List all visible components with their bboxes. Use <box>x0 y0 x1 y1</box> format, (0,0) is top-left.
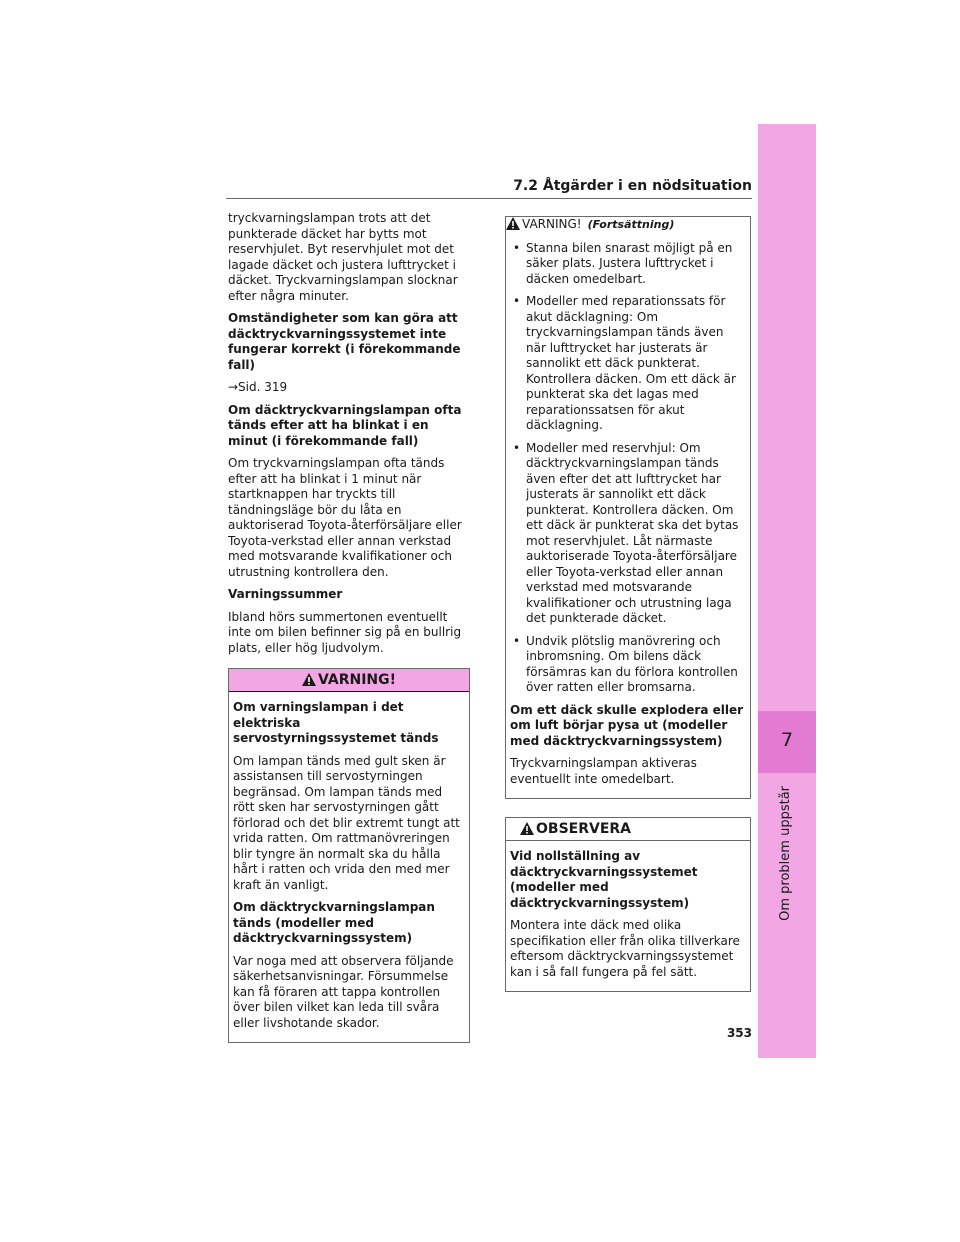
header-rule <box>226 198 752 199</box>
warning-continued-header <box>506 217 750 233</box>
list-item: • Undvik plötslig manövrering och inbromsning. Om bilens däck försämras kan du förlora kontrollen över ratten eller bromsarna. <box>510 634 746 696</box>
left-heading-1: Omständigheter som kan göra att däcktryckvarningssystemet inte fungerar korrekt (i förekommande fall) <box>228 311 461 372</box>
notice-box <box>505 817 751 992</box>
notice-title: OBSERVERA <box>536 821 632 837</box>
left-heading-3: Varningssummer <box>228 587 343 601</box>
left-paragraph-1: tryckvarningslampan trots att det punkterade däcket har bytts mot reservhjulet. Byt reservhjulet mot det lagade däcket och justera lufttrycket i däcket. Tryckvarningslampan slocknar efter några minuter. <box>228 211 458 303</box>
warning-continued-title: VARNING! <box>522 217 582 231</box>
warning-heading-1: Om varningslampan i det elektriska servostyrningssystemet tänds <box>233 700 439 745</box>
warning-box <box>228 668 470 1043</box>
page-reference: →Sid. 319 <box>228 380 288 394</box>
left-paragraph-3: Ibland hörs summertonen eventuellt inte om bilen befinner sig på en bullrig plats, eller hög ljudvolym. <box>228 609 462 655</box>
right-column <box>505 216 751 992</box>
warning-paragraph-2: Var noga med att observera följande säkerhetsanvisningar. Försummelse kan få föraren att tappa kontrollen över bilen vilket kan leda till svåra eller livshotande skador. <box>233 953 454 1030</box>
left-paragraph-2: Om tryckvarningslampan ofta tänds efter att ha blinkat i 1 minut när startknappen har tryckts till tändningsläge bör du låta en auktoriserad Toyota-återförsäljare eller Toyota-verkstad eller annan verkstad med motsvarande kvalifikationer och utrustning kontrollera den. <box>228 456 462 579</box>
notice-icon <box>520 822 534 835</box>
notice-paragraph: Montera inte däck med olika specifikation eller från olika tillverkare eftersom däcktryckvarningssystemet kan i så fall fungera på fel sätt. <box>510 918 740 979</box>
warning-title: VARNING! <box>317 672 397 688</box>
list-item: • Modeller med reparationssats för akut däcklagning: Om tryckvarningslampan tänds även när lufttrycket har justerats är sannolikt ett däck punkterat. Kontrollera däcken. Om ett däck är punkterat ska det lagas med reparationssatsen för akut däcklagning. <box>510 294 746 434</box>
warning-bullet-list <box>510 241 746 696</box>
chapter-side-tab <box>758 124 816 1058</box>
warning-continued-box <box>505 216 751 799</box>
left-heading-2: Om däcktryckvarningslampan ofta tänds efter att ha blinkat i en minut (i förekommande fall) <box>228 402 462 448</box>
list-item: • Stanna bilen snarast möjligt på en säker plats. Justera lufttrycket i däcken omedelbart. <box>510 241 746 288</box>
warning-header <box>229 669 469 692</box>
page-number: 353 <box>726 1026 752 1040</box>
warning-paragraph-1: Om lampan tänds med gult sken är assistansen till servostyrningen begränsad. Om lampan tänds med rött sken har servostyrningen gått förlorad och det blir extremt tungt att vrida ratten. Om rattmanövreringen blir tyngre än normalt ska du hålla hårt i ratten och vrida den med mer kraft än vanligt. <box>233 753 460 892</box>
warning-continued-paragraph: Tryckvarningslampan aktiveras eventuellt inte omedelbart. <box>510 756 697 786</box>
warning-continued-body <box>506 233 750 799</box>
chapter-number: 7 <box>780 729 794 751</box>
warning-icon <box>506 217 520 230</box>
warning-heading-2: Om däcktryckvarningslampan tänds (modeller med däcktryckvarningssystem) <box>233 900 435 945</box>
chapter-title: Om problem uppstår <box>778 786 793 921</box>
section-header: 7.2 Åtgärder i en nödsituation <box>513 178 752 194</box>
notice-header <box>506 818 750 841</box>
warning-icon <box>302 673 316 686</box>
continued-label: (Fortsättning) <box>587 218 675 231</box>
notice-heading: Vid nollställning av däcktryckvarningssystemet (modeller med däcktryckvarningssystem) <box>510 849 698 910</box>
warning-continued-heading: Om ett däck skulle explodera eller om luft börjar pysa ut (modeller med däcktryckvarningssystem) <box>510 702 744 748</box>
left-column <box>228 211 470 1043</box>
list-item: • Modeller med reservhjul: Om däcktryckvarningslampan tänds även efter det att lufttrycket har justerats är sannolikt ett däck punkterat. Kontrollera däcken. Om ett däck är punkterat ska det bytas mot reservhjulet. Låt närmaste auktoriserade Toyota-återförsäljare eller Toyota-verkstad eller annan verkstad med motsvarande kvalifikationer och utrustning laga det punkterade däcket. <box>510 441 746 627</box>
warning-body <box>229 692 469 1042</box>
notice-body <box>506 841 750 991</box>
